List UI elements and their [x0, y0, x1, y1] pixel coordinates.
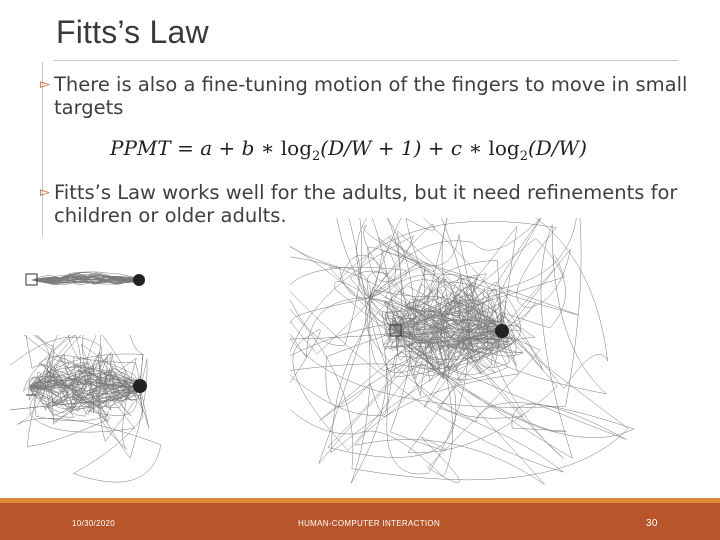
formula-arg-1: (D/W + 1): [320, 136, 422, 160]
formula-log-1: ∗ log: [254, 136, 313, 160]
formula-base-2: 2: [519, 149, 528, 164]
footer-course: HUMAN-COMPUTER INTERACTION: [298, 519, 441, 528]
bullet-marker-icon: ▻: [40, 77, 50, 92]
footer-date: 10/30/2020: [72, 519, 116, 528]
ppmt-formula: [110, 136, 587, 164]
end-target-icon: [133, 274, 145, 286]
title-divider: [54, 60, 678, 61]
bullet-item-1: [40, 73, 694, 119]
formula-arg-2: (D/W): [527, 136, 587, 160]
formula-c: c: [450, 136, 463, 160]
bullet-text-2: Fitts’s Law works well for the adults, but it need refinements for children or older adults.: [54, 181, 678, 227]
formula-base-1: 2: [312, 149, 321, 164]
footer-bar: [0, 503, 720, 540]
bullet-text-1: There is also a fine-tuning motion of the fingers to move in small targets: [54, 73, 688, 119]
bullet-marker-icon: ▻: [40, 185, 50, 200]
formula-a: a: [200, 136, 213, 160]
formula-eq: =: [170, 136, 201, 160]
formula-b: b: [241, 136, 255, 160]
trajectory-plot-children: [10, 335, 270, 500]
trajectory-plot-adults: [20, 258, 160, 303]
formula-plus-1: +: [212, 136, 242, 160]
formula-log-2: ∗ log: [462, 136, 520, 160]
formula-lhs: PPMT: [110, 136, 171, 160]
footer-page-number: 30: [646, 518, 658, 529]
trajectory-plot-older-adults: [290, 218, 720, 498]
end-target-icon: [133, 379, 147, 393]
slide-title: Fitts’s Law: [56, 14, 209, 50]
formula-plus-2: +: [421, 136, 451, 160]
end-target-icon: [495, 324, 509, 338]
